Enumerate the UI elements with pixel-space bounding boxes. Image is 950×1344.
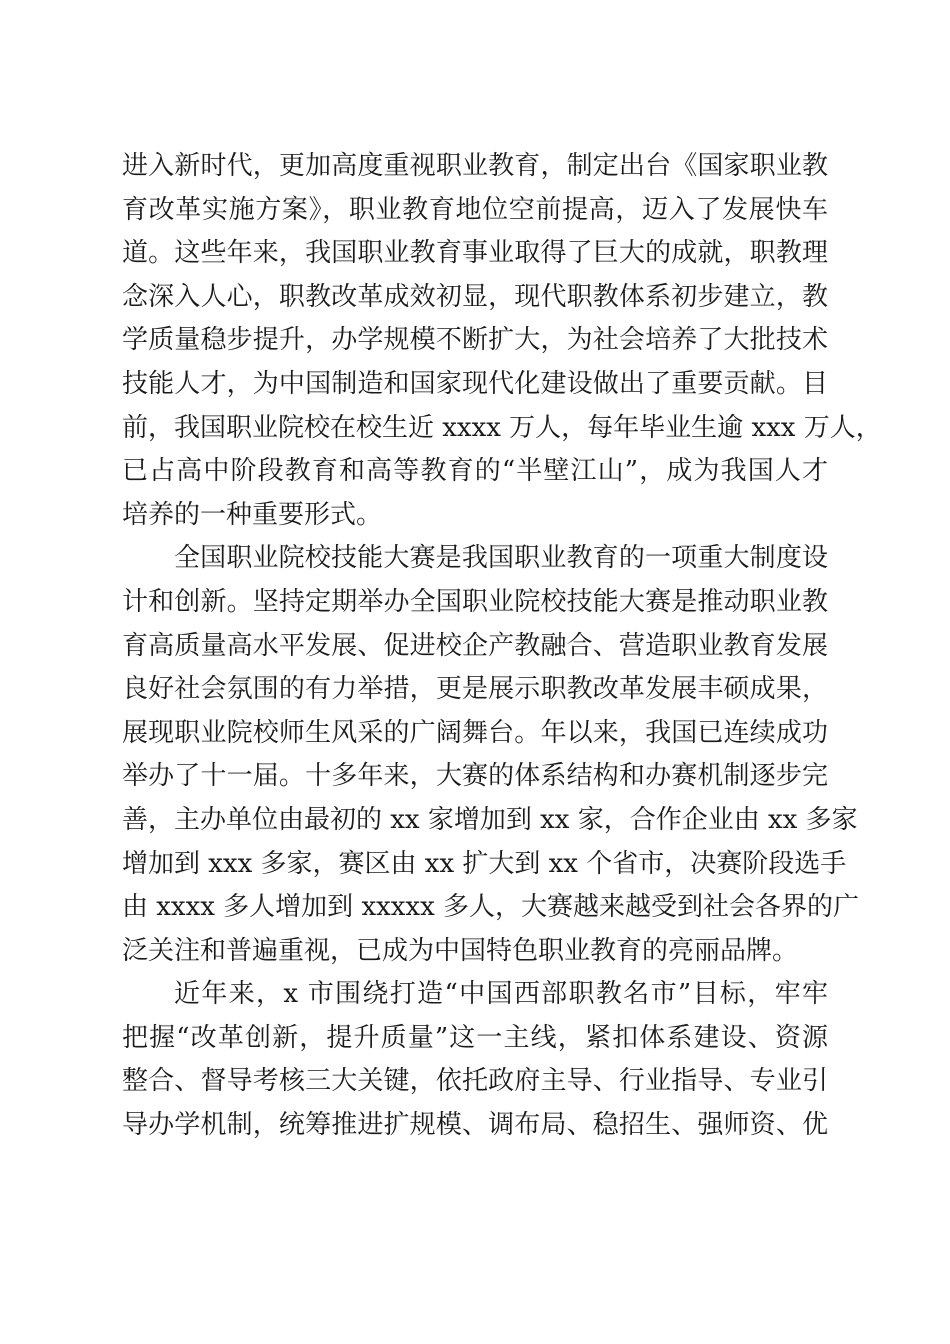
- paragraph-1: [122, 145, 882, 537]
- text-line: 学质量稳步提升，办学规模不断扩大，为社会培养了大批技术: [122, 325, 828, 356]
- text-line: 育高质量高水平发展、促进校企产教融合、营造职业教育发展: [122, 630, 828, 661]
- text-line: 整合、督导考核三大关键，依托政府主导、行业指导、专业引: [122, 1066, 828, 1097]
- text-line: 全国职业院校技能大赛是我国职业教育的一项重大制度设: [174, 543, 828, 574]
- paragraph-3: [122, 973, 828, 1147]
- text-line: 展现职业院校师生风采的广阔舞台。年以来，我国已连续成功: [122, 717, 828, 748]
- text-line: 进入新时代，更加高度重视职业教育，制定出台《国家职业教: [122, 151, 828, 181]
- text-line: 已占高中阶段教育和高等教育的“半壁江山”，成为我国人才: [122, 456, 828, 487]
- text-line: 计和创新。坚持定期举办全国职业院校技能大赛是推动职业教: [122, 586, 828, 617]
- text-line: 由 xxxx 多人增加到 xxxxx 多人，大赛越来越受到社会各界的广: [122, 892, 860, 923]
- text-line: 增加到 xxx 多家，赛区由 xx 扩大到 xx 个省市，决赛阶段选手: [122, 848, 847, 879]
- text-line: 念深入人心，职教改革成效初显，现代职教体系初步建立，教: [122, 281, 828, 312]
- text-line: 近年来，x 市围绕打造“中国西部职教名市”目标，牢牢: [174, 979, 828, 1010]
- text-line: 善，主办单位由最初的 xx 家增加到 xx 家，合作企业由 xx 多家: [122, 804, 858, 835]
- text-line: 道。这些年来，我国职业教育事业取得了巨大的成就，职教理: [122, 238, 828, 269]
- document-body: [122, 145, 882, 1148]
- text-line: 技能人才，为中国制造和国家现代化建设做出了重要贡献。目: [122, 368, 828, 399]
- paragraph-2: [122, 537, 860, 973]
- text-line: 育改革实施方案》，职业教育地位空前提高，迈入了发展快车: [122, 194, 828, 225]
- text-line: 举办了十一届。十多年来，大赛的体系结构和办赛机制逐步完: [122, 761, 828, 792]
- text-line: 培养的一种重要形式。: [122, 499, 383, 530]
- text-line: 前，我国职业院校在校生近 xxxx 万人，每年毕业生逾 xxx 万人，: [122, 412, 882, 443]
- text-line: 导办学机制，统筹推进扩规模、调布局、稳招生、强师资、优: [122, 1110, 828, 1141]
- text-line: 把握“改革创新，提升质量”这一主线，紧扣体系建设、资源: [122, 1022, 828, 1053]
- text-line: 良好社会氛围的有力举措，更是展示职教改革发展丰硕成果，: [122, 674, 828, 705]
- text-line: 泛关注和普遍重视，已成为中国特色职业教育的亮丽品牌。: [122, 935, 799, 966]
